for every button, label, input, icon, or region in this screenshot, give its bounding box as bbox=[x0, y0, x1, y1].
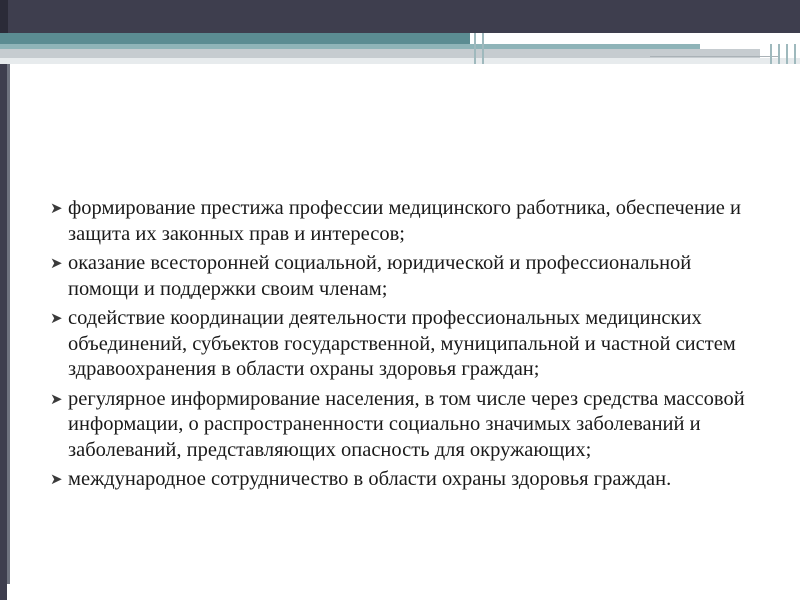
list-item bbox=[50, 306, 750, 383]
list-item-text: оказание всесторонней социальной, юридической и профессиональной помощи и поддержки своим членам; bbox=[68, 252, 692, 300]
bullet-list bbox=[50, 196, 750, 493]
left-edge-band bbox=[0, 64, 7, 600]
header-vertical-stripe-6 bbox=[794, 44, 796, 64]
list-item-text: международное сотрудничество в области охраны здоровья граждан. bbox=[68, 468, 672, 490]
bullet-arrow-icon: ➤ bbox=[50, 201, 63, 217]
left-edge-band-inner bbox=[7, 64, 10, 600]
header-vertical-stripe-3 bbox=[770, 44, 772, 64]
list-item bbox=[50, 387, 750, 464]
list-item-text: регулярное информирование населения, в том числе через средства массовой информации, о распространенности социально значимых заболеваний и заболеваний, представляющих опасность для окружающих; bbox=[68, 387, 745, 461]
list-item-text: формирование престижа профессии медицинского работника, обеспечение и защита их законных прав и интересов; bbox=[68, 197, 741, 245]
list-item bbox=[50, 467, 750, 493]
bullet-arrow-icon: ➤ bbox=[50, 256, 63, 272]
bullet-arrow-icon: ➤ bbox=[50, 391, 63, 408]
slide-body bbox=[50, 196, 750, 497]
header-cutout-1 bbox=[470, 33, 800, 44]
header-hairline bbox=[650, 56, 780, 57]
header-vertical-stripe-5 bbox=[786, 44, 788, 64]
list-item bbox=[50, 196, 750, 247]
header-vertical-stripe-2 bbox=[482, 33, 484, 64]
list-item bbox=[50, 251, 750, 302]
bullet-arrow-icon: ➤ bbox=[50, 472, 63, 488]
header-band-dark-accent bbox=[0, 0, 8, 33]
list-item-text: содействие координации деятельности профессиональных медицинских объединений, субъектов государственной, муниципальной и частной систем здравоохранения в области охраны здоровья граждан; bbox=[68, 307, 736, 380]
header-vertical-stripe-4 bbox=[778, 44, 780, 64]
footer-band bbox=[0, 584, 800, 600]
header-band-pale bbox=[0, 58, 800, 64]
header-band-dark bbox=[0, 0, 800, 33]
footer-band-accent bbox=[0, 584, 7, 600]
header-vertical-stripe-1 bbox=[474, 33, 476, 64]
bullet-arrow-icon: ➤ bbox=[50, 311, 63, 327]
